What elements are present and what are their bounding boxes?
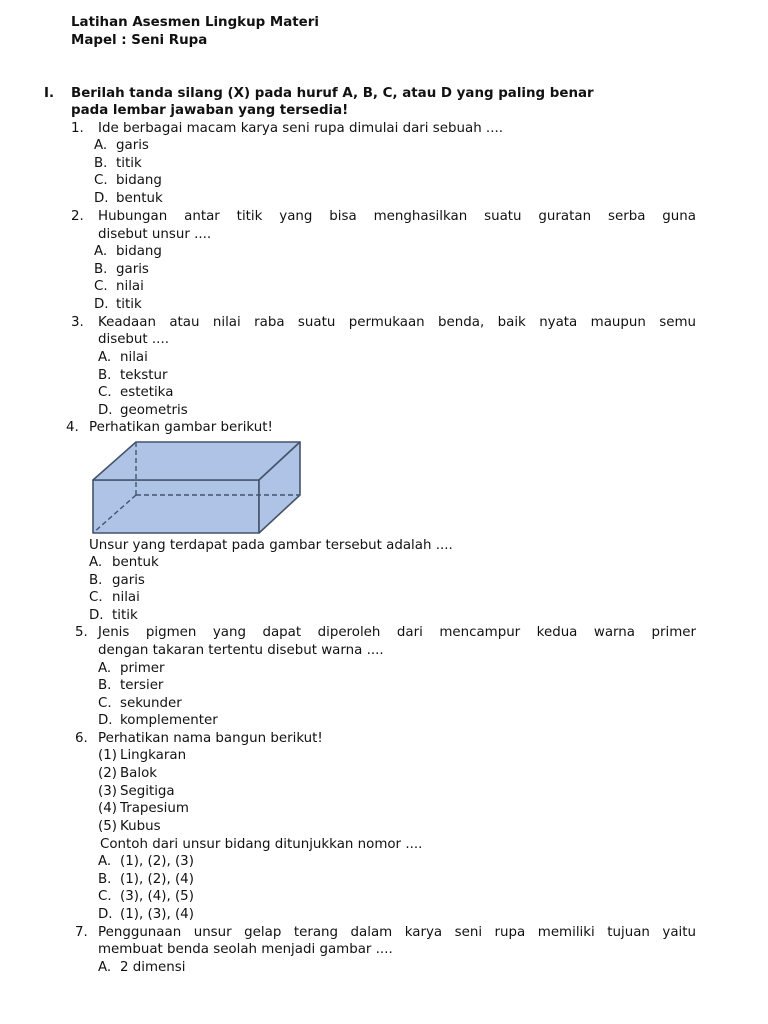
question-6-item-2: (2) Balok xyxy=(98,766,158,781)
question-3-option-a: A. nilai xyxy=(98,350,148,365)
question-6-followup: Contoh dari unsur bidang ditunjukkan nomor .... xyxy=(100,837,423,852)
question-1-option-a: A. garis xyxy=(94,138,149,153)
question-6-item-3: (3) Segitiga xyxy=(98,784,175,799)
question-4-followup: Unsur yang terdapat pada gambar tersebut adalah .... xyxy=(89,538,453,553)
question-1-number: 1. xyxy=(71,121,84,136)
section-instruction-line2: pada lembar jawaban yang tersedia! xyxy=(71,103,349,118)
question-1-option-c: C. bidang xyxy=(94,173,162,188)
section-numeral: I. xyxy=(44,86,55,101)
cuboid-front-face xyxy=(93,480,259,533)
question-2-option-b: B. garis xyxy=(94,262,149,277)
section-instruction-line1: Berilah tanda silang (X) pada huruf A, B, C, atau D yang paling benar xyxy=(71,86,594,101)
question-6-option-d: D. (1), (3), (4) xyxy=(98,907,194,922)
question-4-number: 4. xyxy=(66,420,79,435)
question-1-option-d: D. bentuk xyxy=(94,191,163,206)
question-6-option-a: A. (1), (2), (3) xyxy=(98,854,194,869)
question-4-option-a: A. bentuk xyxy=(89,555,159,570)
question-5-number: 5. xyxy=(75,625,88,640)
question-6-option-c: C. (3), (4), (5) xyxy=(98,889,194,904)
question-6-text: Perhatikan nama bangun berikut! xyxy=(98,731,323,746)
question-7-option-a: A. 2 dimensi xyxy=(98,960,186,975)
question-6-item-4: (4) Trapesium xyxy=(98,801,189,816)
question-2-text-line2: disebut unsur .... xyxy=(98,227,212,242)
cuboid-figure xyxy=(91,439,305,537)
question-2-number: 2. xyxy=(71,209,84,224)
question-5-text-line1: Jenis pigmen yang dapat diperoleh dari mencampur kedua warna primer xyxy=(98,625,696,640)
question-1-text: Ide berbagai macam karya seni rupa dimulai dari sebuah .... xyxy=(98,121,503,136)
question-7-text-line1: Penggunaan unsur gelap terang dalam karya seni rupa memiliki tujuan yaitu xyxy=(98,925,696,940)
question-6-item-5: (5) Kubus xyxy=(98,819,161,834)
question-7-text-line2: membuat benda seolah menjadi gambar .... xyxy=(98,942,393,957)
question-5-option-d: D. komplementer xyxy=(98,713,218,728)
question-4-option-d: D. titik xyxy=(89,608,138,623)
question-2-text-line1: Hubungan antar titik yang bisa menghasilkan suatu guratan serba guna xyxy=(98,209,696,224)
question-5-text-line2: dengan takaran tertentu disebut warna .... xyxy=(98,643,384,658)
question-2-option-d: D. titik xyxy=(94,297,142,312)
question-4-text: Perhatikan gambar berikut! xyxy=(89,420,273,435)
question-1-option-b: B. titik xyxy=(94,156,142,171)
question-3-option-d: D. geometris xyxy=(98,403,188,418)
question-7-number: 7. xyxy=(75,925,88,940)
document-title: Latihan Asesmen Lingkup Materi xyxy=(71,15,319,30)
question-6-item-1: (1) Lingkaran xyxy=(98,748,187,763)
question-5-option-c: C. sekunder xyxy=(98,696,182,711)
question-4-option-c: C. nilai xyxy=(89,590,140,605)
question-5-option-a: A. primer xyxy=(98,661,165,676)
question-4-option-b: B. garis xyxy=(89,573,145,588)
question-3-option-b: B. tekstur xyxy=(98,368,168,383)
question-2-option-c: C. nilai xyxy=(94,279,144,294)
question-3-text-line2: disebut .... xyxy=(98,332,169,347)
question-2-option-a: A. bidang xyxy=(94,244,162,259)
question-3-number: 3. xyxy=(71,315,84,330)
question-3-option-c: C. estetika xyxy=(98,385,174,400)
subject-line: Mapel : Seni Rupa xyxy=(71,33,208,48)
question-5-option-b: B. tersier xyxy=(98,678,164,693)
question-6-number: 6. xyxy=(75,731,88,746)
question-3-text-line1: Keadaan atau nilai raba suatu permukaan benda, baik nyata maupun semu xyxy=(98,315,696,330)
question-6-option-b: B. (1), (2), (4) xyxy=(98,872,194,887)
